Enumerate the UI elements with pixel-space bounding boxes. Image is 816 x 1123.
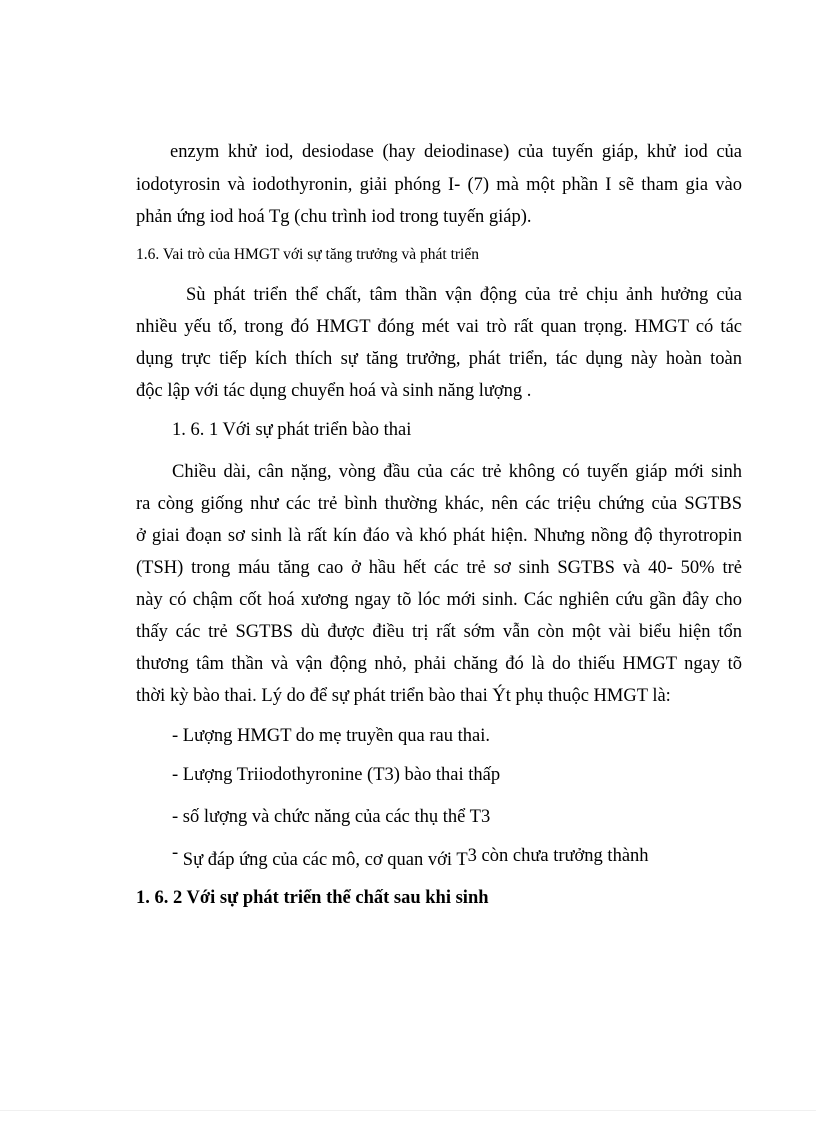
page-bottom-divider — [0, 1110, 816, 1111]
list-t3-subscript: 3 — [467, 846, 477, 866]
list-tail: còn chưa trưởng thành — [476, 846, 649, 866]
list-item: - Lượng HMGT do mẹ truyền qua rau thai. — [172, 726, 490, 746]
list-item: - số lượng và chức năng của các thụ thể T3 — [172, 807, 491, 827]
intro-line-1: enzym khử iod, desiodase (hay deiodinase) của tuyến giáp, khử iod của — [170, 142, 742, 162]
para3-line-8: thời kỳ bào thai. Lý do để sự phát triển bào thai Ýt phụ thuộc HMGT là: — [136, 686, 671, 706]
para3-line-5: này có chậm cốt hoá xương ngay tõ lóc mới sinh. Các nghiên cứu gần đây cho — [136, 590, 742, 610]
intro-line-2: iodotyrosin và iodothyronin, giải phóng I- (7) mà một phần I sẽ tham gia vào — [136, 175, 742, 195]
para3-line-4: (TSH) trong máu tăng cao ở hầu hết các trẻ sơ sinh SGTBS và 40- 50% trẻ — [136, 558, 742, 578]
para2-line-3: dụng trực tiếp kích thích sự tăng trưởng, phát triển, tác dụng này hoàn toàn — [136, 349, 742, 369]
list-text: Sự đáp ứng của các mô, cơ quan với T — [182, 850, 468, 870]
sub-heading-fetal: 1. 6. 1 Với sự phát triển bào thai — [172, 420, 412, 440]
intro-line-3: phản ứng iod hoá Tg (chu trình iod trong tuyến giáp). — [136, 207, 532, 227]
para3-line-7: thương tâm thần và vận động nhỏ, phải chăng đó là do thiếu HMGT ngay tõ — [136, 654, 742, 674]
para2-line-1: Sù phát triển thể chất, tâm thần vận động của trẻ chịu ảnh hưởng của — [186, 285, 742, 305]
list-item: - Lượng Triiodothyronine (T3) bào thai thấp — [172, 765, 501, 785]
sub-heading-postnatal: 1. 6. 2 Với sự phát triển thể chất sau khi sinh — [136, 888, 489, 908]
list-dash: - — [172, 843, 179, 863]
para3-line-6: thấy các trẻ SGTBS dù được điều trị rất sớm vẫn còn một vài biểu hiện tổn — [136, 622, 742, 642]
para3-line-3: ở giai đoạn sơ sinh là rất kín đáo và khó phát hiện. Nhưng nồng độ thyrotropin — [136, 526, 742, 546]
para3-line-2: ra còng giống như các trẻ bình thường khác, nên các triệu chứng của SGTBS — [136, 494, 742, 514]
section-heading: 1.6. Vai trò của HMGT với sự tăng trưởng và phát triển — [136, 246, 479, 263]
para2-line-2: nhiều yếu tố, trong đó HMGT đóng mét vai trò rất quan trọng. HMGT có tác — [136, 317, 742, 337]
list-item-last — [172, 843, 778, 870]
para3-line-1: Chiều dài, cân nặng, vòng đầu của các trẻ không có tuyến giáp mới sinh — [172, 462, 742, 482]
para2-line-4: độc lập với tác dụng chuyển hoá và sinh năng lượng . — [136, 381, 532, 401]
